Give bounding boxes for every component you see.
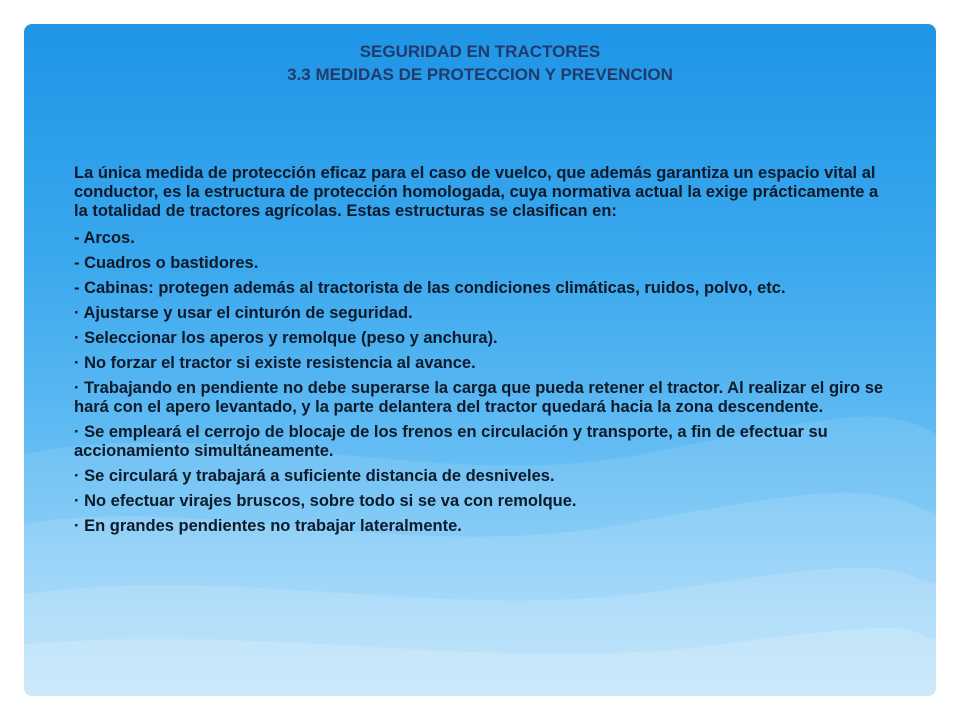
title-line-2: 3.3 MEDIDAS DE PROTECCION Y PREVENCION bbox=[287, 65, 673, 84]
list-item-virajes: · No efectuar virajes bruscos, sobre todo si se va con remolque. bbox=[74, 492, 577, 510]
list-item-pendiente: · Trabajando en pendiente no debe superarse la carga que pueda retener el tractor. Al realizar el giro se hará con el apero levantado, y la parte delantera del tractor quedará hacia la zona descendente. bbox=[74, 379, 884, 416]
list-item-aperos: · Seleccionar los aperos y remolque (peso y anchura). bbox=[74, 329, 498, 347]
list-item-no-forzar: · No forzar el tractor si existe resistencia al avance. bbox=[74, 354, 476, 372]
list-item-cerrojo: · Se empleará el cerrojo de blocaje de los frenos en circulación y transporte, a fin de efectuar su accionamiento simultáneamente. bbox=[74, 423, 828, 460]
list-item-arcos: - Arcos. bbox=[74, 229, 135, 247]
slide-panel bbox=[24, 24, 936, 696]
title-line-1: SEGURIDAD EN TRACTORES bbox=[359, 42, 601, 61]
list-item-cinturon: · Ajustarse y usar el cinturón de seguridad. bbox=[74, 304, 413, 322]
paragraph-intro: La única medida de protección eficaz para el caso de vuelco, que además garantiza un espacio vital al conductor, es la estructura de protección homologada, cuya normativa actual la exige prácticamente a la totalidad de tractores agrícolas. Estas estructuras se clasifican en: bbox=[74, 164, 879, 220]
list-item-desniveles: · Se circulará y trabajará a suficiente distancia de desniveles. bbox=[74, 467, 555, 485]
slide-title bbox=[24, 40, 936, 86]
list-item-cabinas: - Cabinas: protegen además al tractorista de las condiciones climáticas, ruidos, polvo, etc. bbox=[74, 279, 786, 297]
slide-body bbox=[74, 164, 894, 542]
list-item-lateralmente: · En grandes pendientes no trabajar lateralmente. bbox=[74, 517, 462, 535]
list-item-cuadros: - Cuadros o bastidores. bbox=[74, 254, 259, 272]
